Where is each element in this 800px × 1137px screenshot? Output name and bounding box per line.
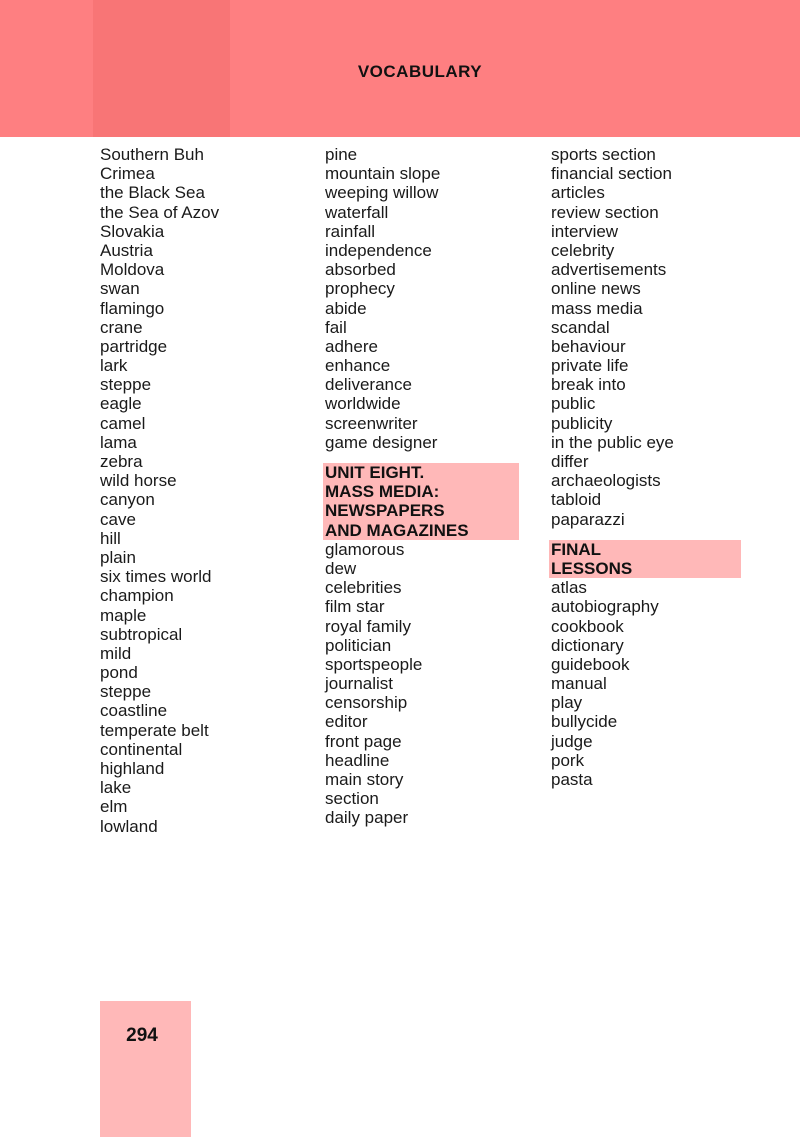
vocabulary-word: enhance — [325, 356, 391, 376]
vocabulary-word: Slovakia — [100, 221, 165, 241]
vocabulary-word: archaeologists — [551, 471, 661, 491]
vocabulary-word: Austria — [100, 240, 153, 260]
vocabulary-word: scandal — [551, 317, 610, 337]
vocabulary-word: steppe — [100, 682, 152, 702]
vocabulary-word: Southern Buh — [100, 145, 204, 164]
vocabulary-word: deliverance — [325, 375, 412, 395]
vocabulary-word: journalist — [325, 674, 394, 694]
vocabulary-word: lake — [100, 778, 132, 798]
vocabulary-word: atlas — [551, 578, 587, 598]
page-number-tab — [100, 1001, 191, 1137]
vocabulary-word: eagle — [100, 394, 142, 414]
vocabulary-word: headline — [325, 750, 390, 770]
column-3-bottom-list — [551, 578, 741, 789]
vocabulary-word: steppe — [100, 375, 152, 395]
vocabulary-word: play — [551, 693, 583, 713]
vocabulary-word: Crimea — [100, 164, 155, 184]
vocabulary-word: crane — [100, 317, 143, 337]
vocabulary-word: Moldova — [100, 260, 165, 280]
vocabulary-word: rainfall — [325, 221, 376, 241]
vocabulary-word: wild horse — [100, 471, 177, 491]
vocabulary-word: celebrity — [551, 240, 615, 260]
unit-heading-line: UNIT EIGHT. — [325, 463, 425, 482]
vocabulary-word: abide — [325, 298, 367, 318]
unit-heading-line: MASS MEDIA: — [325, 482, 440, 502]
vocabulary-word: six times world — [100, 567, 212, 587]
vocabulary-word: plain — [100, 547, 136, 567]
vocabulary-word: game designer — [325, 432, 438, 452]
vocabulary-word: partridge — [100, 336, 168, 356]
vocabulary-word: editor — [325, 712, 368, 732]
page-title: VOCABULARY — [357, 62, 483, 81]
vocabulary-word: swan — [100, 279, 140, 299]
vocabulary-word: online news — [551, 279, 641, 299]
vocabulary-word: celebrities — [325, 578, 402, 598]
vocabulary-word: zebra — [100, 452, 143, 471]
vocabulary-word: manual — [551, 674, 607, 694]
vocabulary-word: subtropical — [100, 624, 183, 644]
column-2-top-list — [325, 145, 519, 452]
vocabulary-word: champion — [100, 586, 174, 606]
vocabulary-word: tabloid — [551, 490, 602, 510]
vocabulary-word: bullycide — [551, 712, 618, 732]
vocabulary-word: guidebook — [551, 654, 630, 674]
vocabulary-column-1 — [100, 145, 219, 836]
vocabulary-word: worldwide — [325, 394, 401, 414]
vocabulary-word: screenwriter — [325, 413, 418, 433]
unit-heading-line: NEWSPAPERS — [325, 501, 445, 521]
vocabulary-word: mild — [100, 643, 132, 663]
vocabulary-word: hill — [100, 528, 121, 548]
vocabulary-word: autobiography — [551, 597, 659, 617]
vocabulary-word: private life — [551, 356, 629, 376]
unit-eight-heading — [323, 463, 519, 540]
vocabulary-word: lama — [100, 432, 137, 452]
vocabulary-word: pork — [551, 750, 585, 770]
vocabulary-word: adhere — [325, 336, 378, 356]
vocabulary-word: dictionary — [551, 635, 624, 655]
vocabulary-word: flamingo — [100, 298, 165, 318]
vocabulary-word: independence — [325, 240, 432, 260]
vocabulary-word: front page — [325, 731, 402, 751]
final-lessons-heading — [549, 540, 741, 578]
vocabulary-word: elm — [100, 797, 128, 817]
column-2-bottom-list — [325, 540, 519, 828]
vocabulary-word: highland — [100, 759, 165, 778]
vocabulary-word: mass media — [551, 298, 643, 318]
vocabulary-word: differ — [551, 452, 589, 471]
spacer — [325, 452, 519, 463]
vocabulary-word: sports section — [551, 145, 656, 164]
vocabulary-word: daily paper — [325, 808, 409, 828]
vocabulary-word: temperate belt — [100, 720, 209, 740]
vocabulary-word: absorbed — [325, 260, 396, 280]
vocabulary-word: glamorous — [325, 539, 405, 559]
vocabulary-word: advertisements — [551, 260, 667, 280]
vocabulary-word: politician — [325, 635, 392, 655]
vocabulary-word: public — [551, 394, 596, 414]
vocabulary-word: dew — [325, 558, 357, 578]
vocabulary-word: main story — [325, 770, 404, 789]
page-number: 294 — [126, 1025, 158, 1046]
vocabulary-word: waterfall — [325, 202, 389, 222]
vocabulary-word: judge — [551, 731, 593, 751]
vocabulary-word: interview — [551, 221, 619, 241]
vocabulary-word: cookbook — [551, 616, 624, 636]
vocabulary-word: pine — [325, 145, 358, 164]
column-3-top-list — [551, 145, 741, 529]
vocabulary-word: cave — [100, 509, 136, 529]
vocabulary-word: the Sea of Azov — [100, 202, 220, 222]
vocabulary-word: break into — [551, 375, 626, 395]
vocabulary-word: canyon — [100, 490, 155, 510]
vocabulary-word: weeping willow — [325, 183, 439, 203]
vocabulary-word: lark — [100, 356, 128, 376]
vocabulary-word: sportspeople — [325, 654, 423, 674]
vocabulary-word: review section — [551, 202, 659, 222]
vocabulary-word: in the public eye — [551, 432, 674, 452]
spacer — [551, 529, 741, 540]
vocabulary-word: publicity — [551, 413, 613, 433]
vocabulary-word: section — [325, 789, 379, 809]
vocabulary-column-2 — [325, 145, 519, 828]
unit-heading-line: AND MAGAZINES — [325, 520, 469, 540]
vocabulary-word: mountain slope — [325, 164, 441, 184]
vocabulary-word: fail — [325, 317, 347, 337]
final-heading-line: FINAL — [551, 539, 602, 559]
vocabulary-word: prophecy — [325, 279, 395, 299]
vocabulary-word: camel — [100, 413, 146, 433]
vocabulary-word: articles — [551, 183, 605, 203]
vocabulary-word: coastline — [100, 701, 168, 721]
vocabulary-word: film star — [325, 597, 385, 617]
vocabulary-word: continental — [100, 739, 183, 759]
vocabulary-word: pasta — [551, 770, 593, 789]
vocabulary-word: the Black Sea — [100, 183, 205, 203]
vocabulary-word: pond — [100, 663, 138, 683]
vocabulary-word: behaviour — [551, 336, 626, 356]
vocabulary-word: lowland — [100, 816, 158, 836]
vocabulary-word: royal family — [325, 616, 411, 636]
vocabulary-word: censorship — [325, 693, 408, 713]
vocabulary-word: paparazzi — [551, 509, 625, 529]
vocabulary-word: financial section — [551, 164, 672, 184]
header-band — [0, 0, 800, 137]
vocabulary-column-3 — [551, 145, 741, 789]
vocabulary-word: maple — [100, 605, 147, 625]
final-heading-line: LESSONS — [551, 558, 633, 578]
